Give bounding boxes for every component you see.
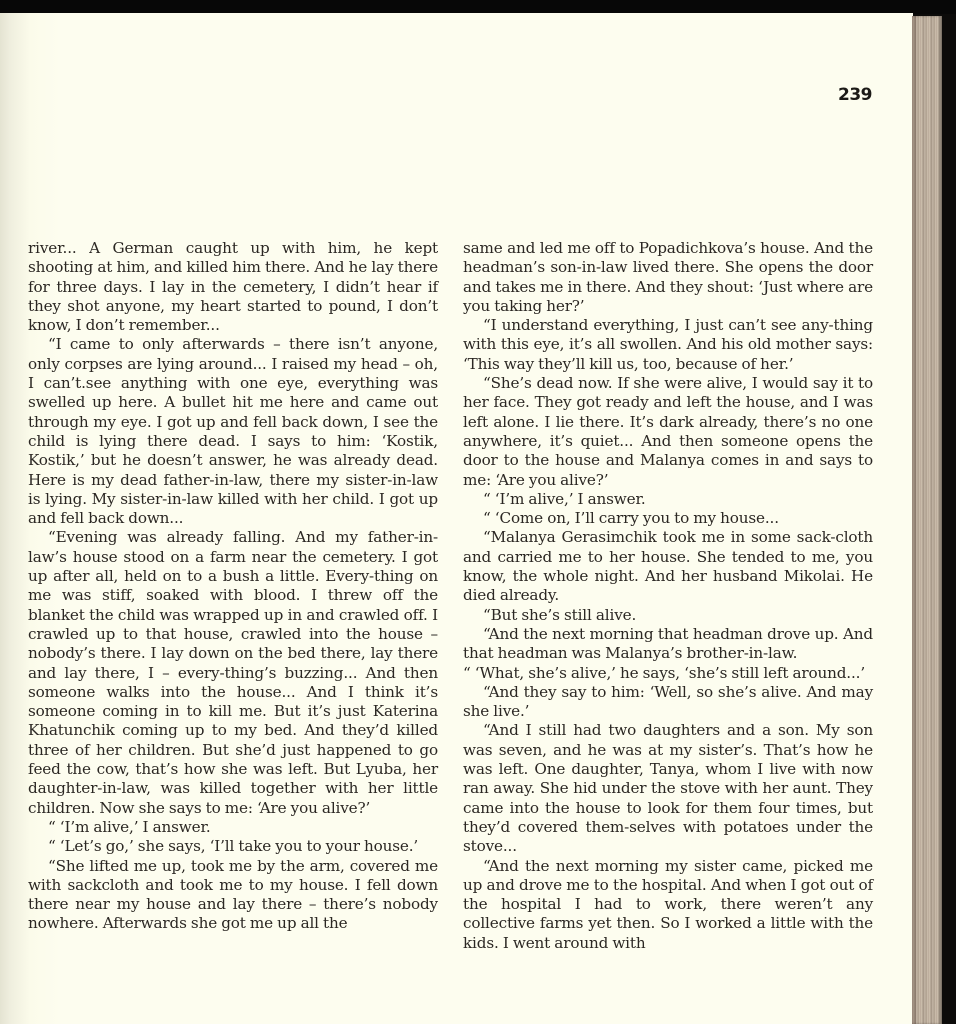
top-shadow-edge [0,0,956,14]
paragraph: “ ‘I’m alive,’ I answer. [483,489,646,508]
page-number: 239 [838,85,872,105]
paragraph: “ ‘Let’s go,’ she says, ‘I’ll take you to your house.’ [48,837,419,856]
book-page [0,13,913,1024]
paragraph: river... A German caught up with him, he kept shooting at him, and killed him there. And he lay there for three days. I lay in the cemetery, I didn’t hear if they shot anyone, my heart started to pound, I don’t know, I don’t remember... [28,239,438,335]
paragraph: same and led me off to Popadichkova’s house. And the headman’s son-in-law lived there. She opens the door and takes me in there. And they shout: ‘Just where are you taking her?’ [463,239,873,315]
paragraph: “She’s dead now. If she were alive, I would say it to her face. They got ready and left the house, and I was left alone. I lie there. It’s dark already, there’s no one anywhere, it’s quiet... And then someone opens the door to the house and Malanya comes in and says to me: ‘Are you alive?’ [463,374,873,489]
page-edge-shadow [912,16,916,1024]
paragraph: “And the next morning my sister came, picked me up and drove me to the hospital. And when I got out of the hospital I had to work, there weren’t any collective farms yet then. So I worked a little with the kids. I went around with [463,856,873,952]
paragraph: “Malanya Gerasimchik took me in some sack-cloth and carried me to her house. She tended to me, you know, the whole night. And her husband Mikolai. He died already. [463,528,873,605]
paragraph: “But she’s still alive. [483,605,637,624]
paragraph: “And I still had two daughters and a son. My son was seven, and he was at my sister’s. That’s how he was left. One daughter, Tanya, whom I live with now ran away. She hid under the stove with her aunt. They came into the house to look for them four times, but they’d covered them-selves with potatoes under the stove... [463,721,873,856]
paragraph: “ ‘What, she’s alive,’ he says, ‘she’s still left around...’ [463,663,866,682]
paragraph: “And they say to him: ‘Well, so she’s alive. And may she live.’ [463,682,873,721]
paragraph: “And the next morning that headman drove up. And that headman was Malanya’s brother-in-law. [463,624,873,663]
paragraph: “I came to only afterwards – there isn’t anyone, only corpses are lying around... I raised my head – oh, I can’t.see anything with one eye, everything was swelled up here. A bullet hit me here and came out through my eye. I got up and fell back down, I see the child is lying there dead. I says to him: ‘Kostik, Kostik,’ but he doesn’t answer, he was already dead. Here is my dead father-in-law, there my sister-in-law is lying. My sister-in-law killed with her child. I got up and fell back down... [28,335,438,528]
paragraph: “Evening was already falling. And my father-in-law’s house stood on a farm near the cemetery. I got up after all, held on to a bush a little. Every-thing on me was stiff, soaked with blood. I threw off the blanket the child was wrapped up in and crawled off. I crawled up to that house, crawled into the house – nobody’s there. I lay down on the bed there, lay there and lay there, I – every-thing’s buzzing... And then someone walks into the house... And I think it’s someone coming in to kill me. But it’s just Katerina Khatunchik coming up to my bed. And they’d killed three of her children. But she’d just happened to go feed the cow, that’s how she was left. But Lyuba, her daughter-in-law, was killed together with her little children. Now she says to me: ‘Are you alive?’ [28,528,438,817]
paragraph: “I understand everything, I just can’t see any-thing with this eye, it’s all swollen. And his old mother says: ‘This way they’ll kill us, too, because of her.’ [463,316,873,373]
paragraph: “She lifted me up, took me by the arm, covered me with sackcloth and took me to my house. I fell down there near my house and lay there – there’s nobody nowhere. Afterwards she got me up all the [28,856,438,933]
text-column-left [28,239,438,934]
paragraph: “ ‘Come on, I’ll carry you to my house... [483,509,779,528]
paragraph: “ ‘I’m alive,’ I answer. [48,817,211,836]
text-column-right [463,239,873,953]
page-edges-stack [912,16,942,1024]
